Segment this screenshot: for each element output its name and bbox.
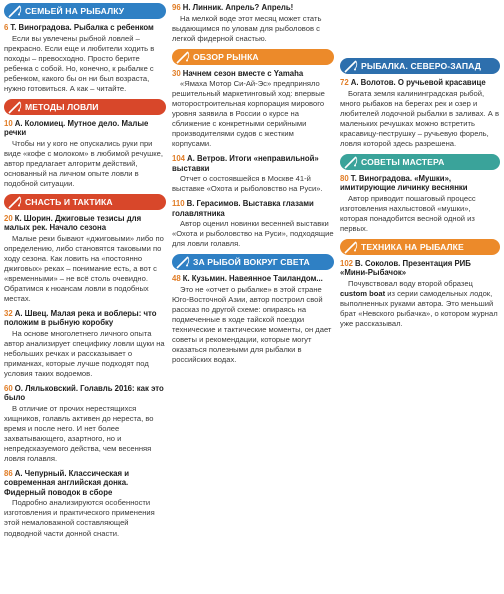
article-heading: 96 Н. Линник. Апрель? Апрель! <box>172 3 294 12</box>
article-heading: 80 Т. Виноградова. «Мушки», имитирующие личинку веснянки <box>340 173 468 193</box>
article-summary: На основе многолетнего личного опыта автор анализирует специфику ловли щуки на небольших речках и рассказывает о приманках, которые лучше подходят под условия таких водоемов. <box>4 328 165 378</box>
article-summary: Автор оценил новинки весенней выставки «Охота и рыболовство на Руси», подходящие для ловли голавля. <box>172 219 334 249</box>
article-summary: Подробно анализируются особенности изготовления и практического применения этой немаловажной составляющей подводной части донной снасти. <box>4 498 155 538</box>
article-60[interactable] <box>4 384 166 464</box>
article-110[interactable] <box>172 199 334 249</box>
section-header-sea <box>172 254 334 270</box>
article-summary: Богата земля калининградская рыбой, много рыбаков на берегах рек и озер и любителей лодочной рыбалки в заливах. А в маленьких речушках можно встретить красавицу-пеструшку – ручьевую форель, ловля которой здесь разрешена. <box>340 88 499 148</box>
article-heading: 32 А. Швец. Малая река и воблеры: что положим в рыбную коробку <box>4 308 157 328</box>
article-32[interactable] <box>4 309 166 379</box>
column-right <box>340 0 500 334</box>
article-20[interactable] <box>4 214 166 304</box>
article-102[interactable] <box>340 259 500 329</box>
fishing-rod-icon <box>343 59 359 73</box>
fishing-rod-icon <box>175 50 191 64</box>
section-header-family <box>4 3 166 19</box>
article-summary: Если вы увлечены рыбной ловлей – прекрасно. Если еще и любители ходить в походы – превосходно. Просто берите ребенка с собой. Но, конечно, к рыбалке с ребенком, какого бы он ни был возраста, нужно готовиться. А как – читайте. <box>4 33 155 93</box>
article-heading: 30 Начнем сезон вместе с Yamaha <box>172 68 304 78</box>
article-heading: 104 А. Ветров. Итоги «неправильной» выставки <box>172 154 319 173</box>
section-header-technique <box>340 239 500 255</box>
article-48[interactable] <box>172 274 334 365</box>
article-summary: Почувствовал воду второй образец custom boat из серии самодельных лодок, выполненных руками автора. Это меньший брат «Невского рыбачка», о котором журнал уже рассказывал. <box>340 278 498 328</box>
column-left <box>4 0 166 544</box>
fishing-rod-icon <box>7 4 23 18</box>
article-10[interactable] <box>4 119 166 189</box>
section-title: ЗА РЫБОЙ ВОКРУГ СВЕТА <box>193 257 310 268</box>
article-heading: 110 В. Герасимов. Выставка глазами голавлятника <box>172 199 314 218</box>
article-summary: «Ямаха Мотор Си-Ай-Эс» предприняло решительный маркетинговый ход: впервые моторостроительная корпорация мирового уровня заявила в России о курсе на сближение с конкретными серийными производителями судов с жестким корпусами. <box>172 79 325 149</box>
article-heading: 6 Т. Виноградова. Рыбалка с ребенком <box>4 23 154 32</box>
section-header-northwest <box>340 58 500 74</box>
fishing-rod-icon <box>7 195 23 209</box>
article-summary: Малые реки бывают «джиговыми» либо по определению, либо становятся таковыми по ходу сезона. Как ловить на «постоянно джиговых» реках – понимание есть, а вот с «временными» – не всё столь очевидно. Обратимся к нюансам ловли в подобных местах. <box>4 233 164 303</box>
article-96[interactable] <box>172 3 334 44</box>
section-title: МЕТОДЫ ЛОВЛИ <box>25 101 99 112</box>
article-heading: 72 А. Волотов. О ручьевой красавице <box>340 78 486 87</box>
section-title: ТЕХНИКА НА РЫБАЛКЕ <box>361 241 464 252</box>
article-heading: 10 А. Коломиец. Мутное дело. Малые речки <box>4 118 149 138</box>
fishing-rod-icon <box>343 155 359 169</box>
article-summary: Автор приводит пошаговый процесс изготовления нахлыстовой «мушки», которая понадобится весной одной из первых. <box>340 193 476 233</box>
article-104[interactable] <box>172 154 334 194</box>
article-summary: Отчет о состоявшейся в Москве 41-й выставке «Охота и рыболовство на Руси». <box>172 174 323 194</box>
section-title: РЫБАЛКА. СЕВЕРО-ЗАПАД <box>361 61 482 71</box>
article-86[interactable] <box>4 469 166 539</box>
article-heading: 102 В. Соколов. Презентация РИБ «Мини-Рыбачок» <box>340 258 471 278</box>
article-heading: 20 К. Шорин. Джиговые тезисы для малых рек. Начало сезона <box>4 213 142 233</box>
article-6[interactable] <box>4 23 166 94</box>
article-summary: На мелкой воде этот месяц может стать выдающимся по уловам для рыболовов с легкой фидерной снастью. <box>172 13 322 43</box>
section-title: СНАСТЬ И ТАКТИКА <box>25 196 113 207</box>
section-title: СОВЕТЫ МАСТЕРА <box>361 156 445 167</box>
section-header-methods <box>4 99 166 115</box>
section-title: СЕМЬЕЙ НА РЫБАЛКУ <box>25 6 125 16</box>
article-72[interactable] <box>340 78 500 149</box>
fishing-rod-icon <box>175 255 191 269</box>
article-heading: 48 К. Кузьмин. Навеянное Таиландом... <box>172 274 323 284</box>
article-summary: В отличие от прочих нерестящихся хищников, голавль активен до нереста, во время и после него. И нет более захватывающего, азартного, но и непредсказуемого действа, чем весенняя ловля голавля. <box>4 403 154 463</box>
article-summary: Это не «отчет о рыбалке» в этой стране Юго-Восточной Азии, автор построил свой рассказ по другой схеме: опираясь на подмеченные в ходе тайской поездки технические и тактические моменты, он дает советы и рекомендации, которые могут оказаться полезными для рыбалки в российских водах. <box>172 284 332 364</box>
fishing-rod-icon <box>7 100 23 114</box>
article-summary: Чтобы ни у кого не опускались руки при виде «кофе с молоком» в любимой речушке, автор предлагает алгоритм действий, основанный на личном опыте ловли в подобной ситуации. <box>4 138 164 188</box>
section-header-tactics <box>4 194 166 210</box>
article-heading: 60 О. Ляльковский. Голавль 2016: как это было <box>4 383 164 403</box>
section-header-market <box>172 49 334 65</box>
section-header-masters <box>340 154 500 170</box>
column-middle <box>172 0 334 370</box>
fishing-rod-icon <box>343 240 359 254</box>
section-title: ОБЗОР РЫНКА <box>193 51 259 62</box>
article-heading: 86 А. Чепурный. Классическая и современная английская донка. Фидерный поводок в сборе <box>4 468 130 497</box>
article-80[interactable] <box>340 174 500 234</box>
article-30[interactable] <box>172 69 334 150</box>
